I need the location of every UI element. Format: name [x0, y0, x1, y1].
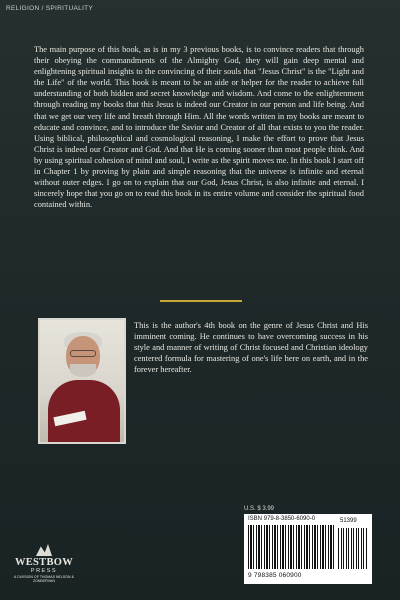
publisher-press: PRESS	[30, 568, 58, 574]
publisher-logo	[8, 544, 80, 583]
book-description: The main purpose of this book, as is in my 3 previous books, is to convince readers that through their obeying the commandments of the Almighty God, they will gain deep mental and enlightening spiritual insights to the convincing of their souls that "Jesus Christ" is the "Light and the Life" of the world. This book is meant to be an aide or helper for the reader to achieve full understanding of both hidden and secret knowledge and wisdom. And come to the enlightenment through reading my books that this Jesus is indeed our Creator in our person and life being. And that we get our very life and breath through Him. All the words written in my books are meant to educate and convince, and to introduce the Savior and Creator of all that exists to you the reader. Using biblical, philosophical and cosmological reasoning, I make the effort to prove that Jesus Christ is indeed our Creator and God. And that He is coming sooner than most people think. And by using spiritual cohesion of mind and soul, I write as the spirit moves me. In this book I start off in Chapter 1 by proving by plain and simple reasoning that the universe is infinite and eternal without outer edges. I go on to explain that our God, Jesus Christ, is also infinite and eternal. I sincerely hope that you go on to read this book in its entire volume and consider the spiritual food contained within.	[34, 45, 364, 210]
gold-divider	[160, 300, 242, 302]
barcode	[244, 514, 372, 584]
author-photo	[38, 318, 126, 444]
barcode-addon-number: 51399	[340, 518, 357, 524]
publisher-name: WESTBOW	[14, 557, 74, 568]
author-bio: This is the author's 4th book on the genre of Jesus Christ and His imminent coming. He continues to have overcoming success in his style and manner of writing of Christ focused and Christian ideology centered formula for mastering of one's life here on earth, and in the forever hereafter.	[134, 321, 368, 375]
barcode-addon-bars-icon	[338, 528, 368, 569]
price-label: U.S. $ 3.99	[244, 506, 275, 512]
publisher-tagline: A DIVISION OF THOMAS NELSON & ZONDERVAN	[14, 575, 74, 583]
ean-number: 9 798385 060900	[248, 572, 302, 579]
isbn-label: ISBN 979-8-3850-6090-0	[248, 516, 316, 522]
mountain-icon	[36, 544, 52, 556]
category-label: RELIGION / SPIRITUALITY	[6, 5, 94, 12]
barcode-bars-icon	[248, 525, 334, 569]
